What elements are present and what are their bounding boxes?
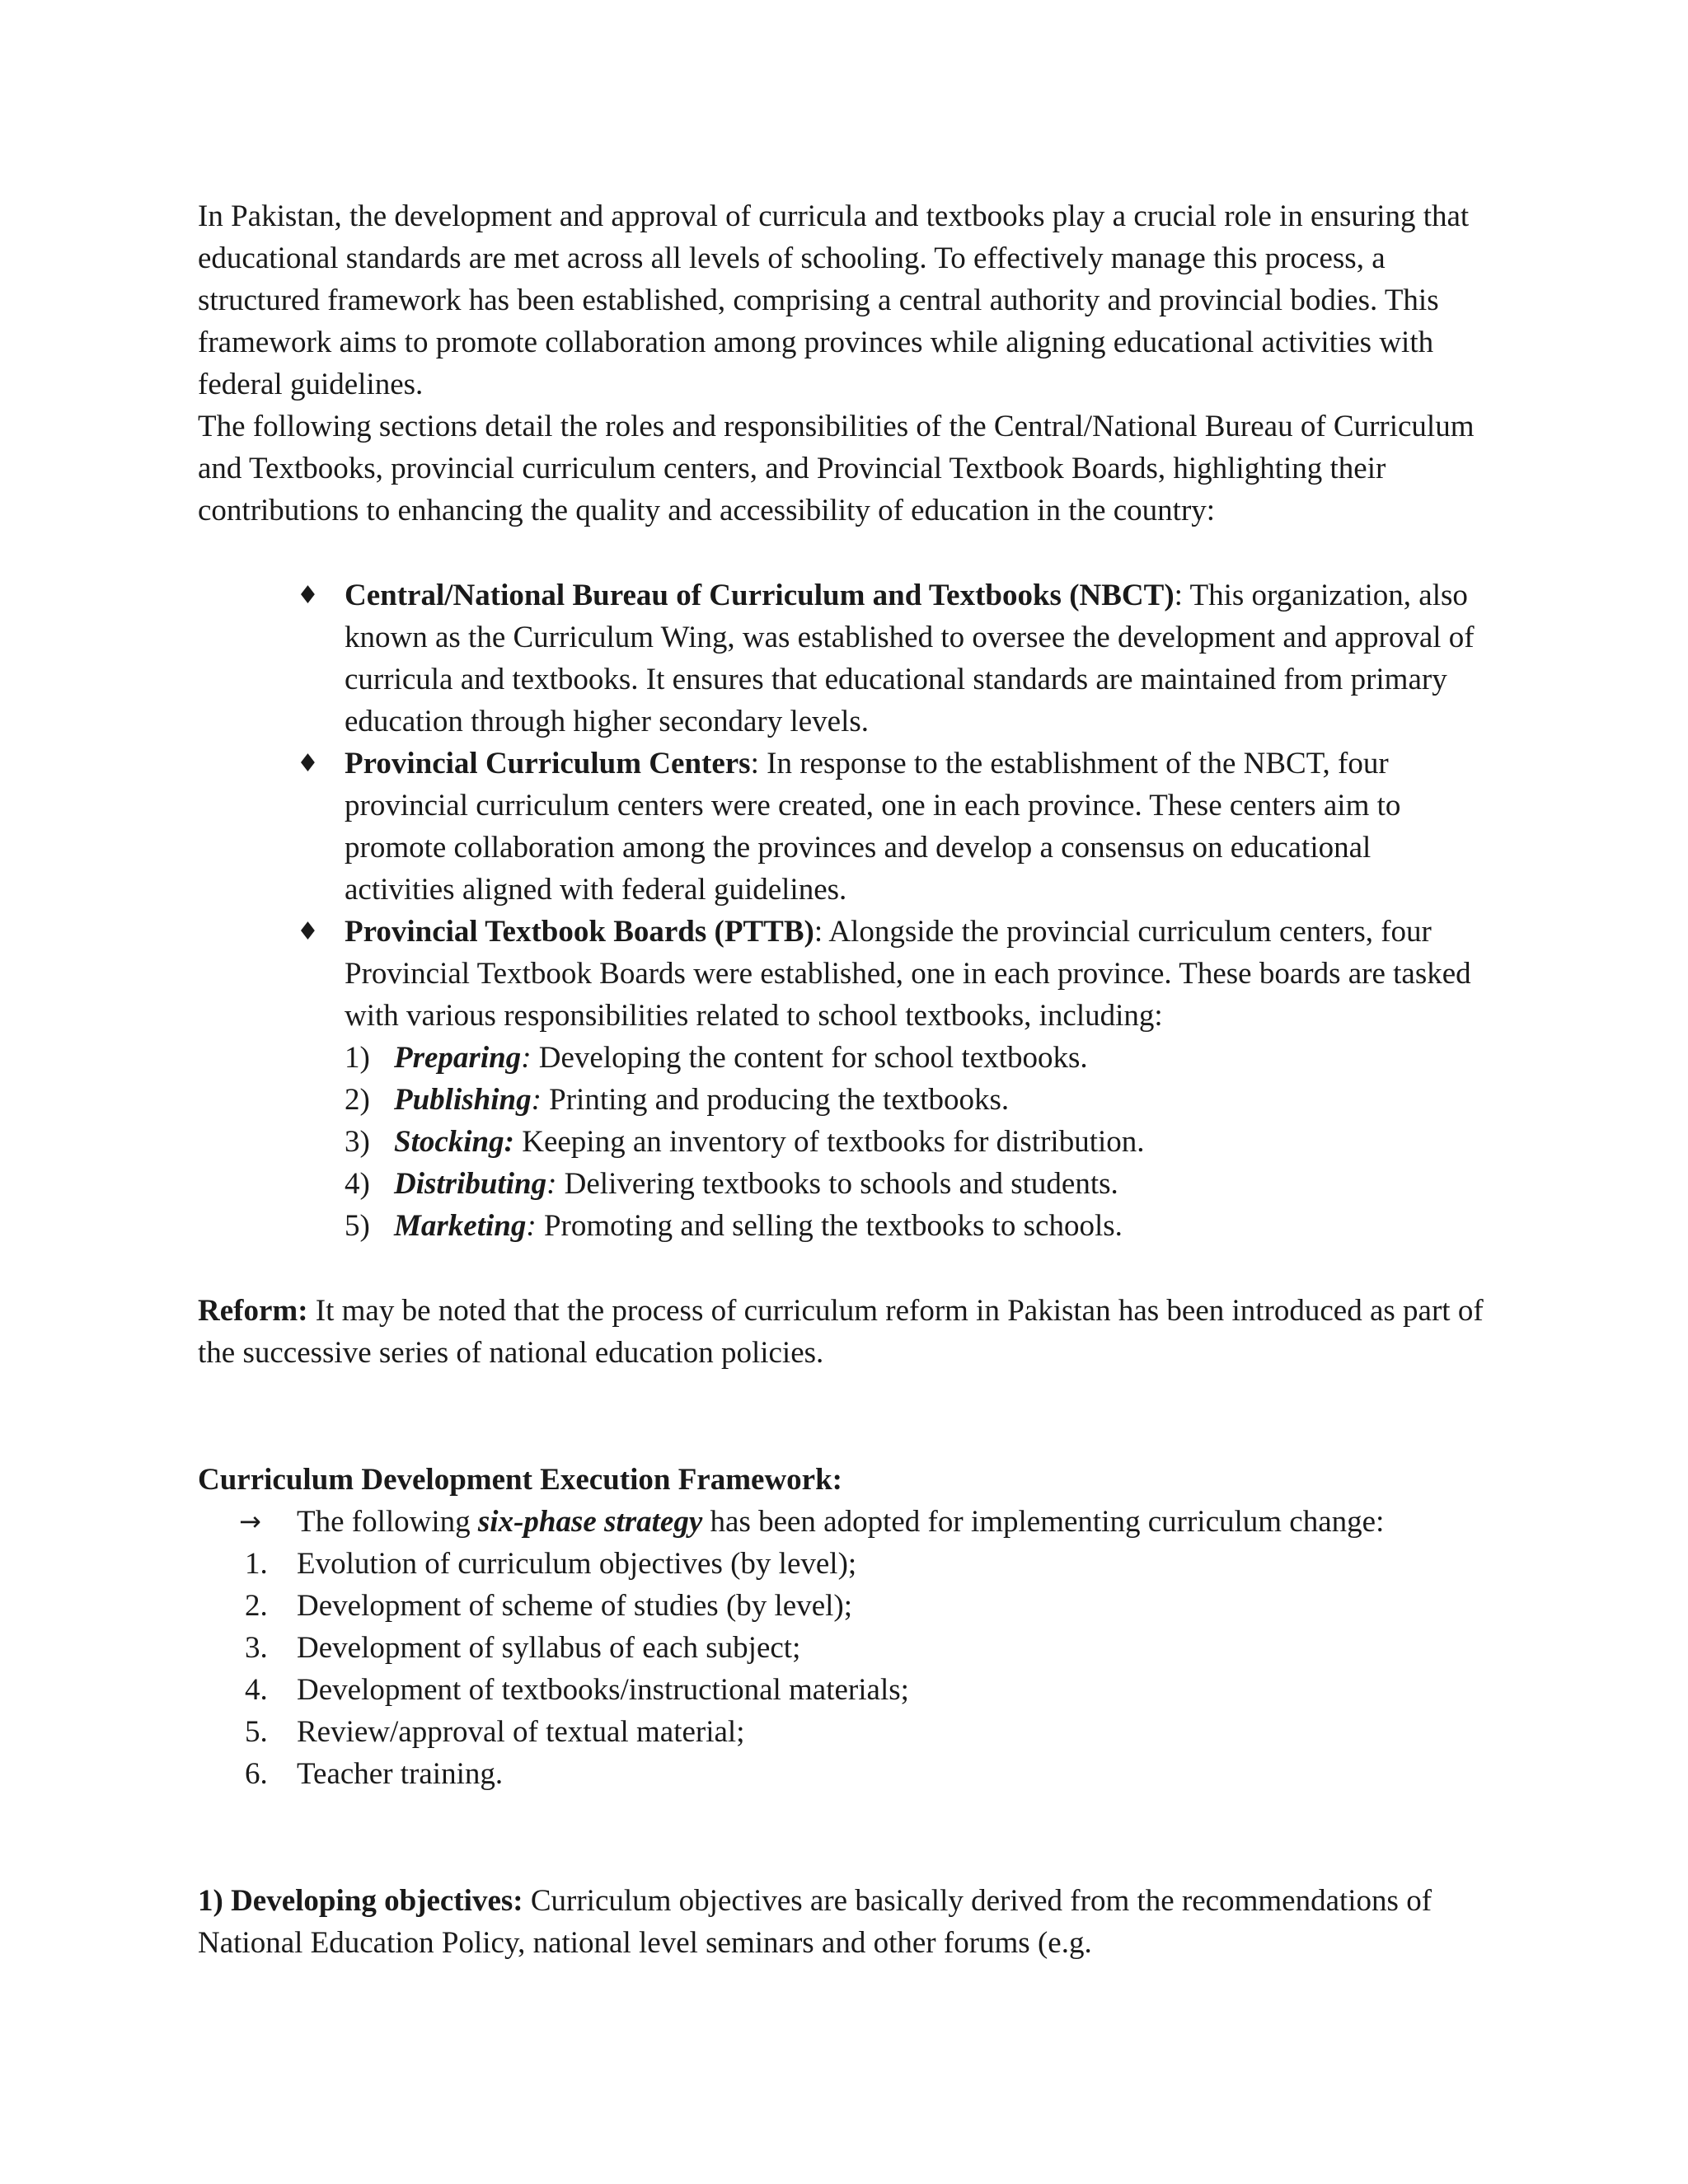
phase-number: 4.: [245, 1673, 268, 1707]
phase-text: Development of scheme of studies (by level);: [297, 1589, 853, 1623]
objectives-paragraph: [198, 1880, 1484, 1964]
task-separator: :: [526, 1209, 537, 1243]
task-item: [345, 1037, 1484, 1079]
objectives-text: Curriculum objectives are basically derived from the recommendations of National Education Policy, national level seminars and other forums (e.g.: [198, 1884, 1432, 1960]
phase-number: 2.: [245, 1589, 268, 1623]
phase-text: Development of syllabus of each subject;: [297, 1631, 801, 1665]
task-number: 2): [345, 1083, 370, 1117]
document-page: [198, 195, 1484, 1964]
provincial-centers-text: : In response to the establishment of the NBCT, four provincial curriculum centers were created, one in each province. These centers aim to promote collaboration among the provinces and develop a consensus on educational activities aligned with federal guidelines.: [345, 747, 1401, 907]
task-separator: :: [531, 1083, 542, 1117]
task-number: 5): [345, 1209, 370, 1243]
task-term: Marketing: [394, 1209, 527, 1243]
list-item-nbct: [198, 574, 1484, 743]
task-term: Stocking:: [394, 1125, 514, 1159]
pttb-task-list: [345, 1037, 1484, 1247]
organization-list: [198, 574, 1484, 1247]
task-number: 3): [345, 1125, 370, 1159]
nbct-text: : This organization, also known as the Curriculum Wing, was established to oversee the development and approval of curricula and textbooks. It ensures that educational standards are maintained from primary education through higher secondary levels.: [345, 579, 1475, 738]
phase-number: 6.: [245, 1757, 268, 1791]
phase-text: Teacher training.: [297, 1757, 504, 1791]
framework-intro-before: The following: [297, 1505, 478, 1539]
task-desc: Printing and producing the textbooks.: [541, 1083, 1010, 1117]
task-desc: Developing the content for school textbooks.: [531, 1041, 1088, 1075]
phase-item: [198, 1753, 1484, 1795]
reform-paragraph: [198, 1290, 1484, 1374]
reform-text: It may be noted that the process of curriculum reform in Pakistan has been introduced as part of the successive series of national education policies.: [198, 1294, 1484, 1370]
task-term: Distributing: [394, 1167, 547, 1201]
framework-intro-after: has been adopted for implementing curriculum change:: [702, 1505, 1385, 1539]
phase-item: [198, 1627, 1484, 1669]
provincial-centers-title: Provincial Curriculum Centers: [345, 747, 751, 780]
list-item-pttb: [198, 911, 1484, 1247]
task-separator: :: [546, 1167, 557, 1201]
phase-item: [198, 1543, 1484, 1585]
phase-number: 1.: [245, 1547, 268, 1581]
task-item: [345, 1121, 1484, 1163]
pttb-title: Provincial Textbook Boards (PTTB): [345, 915, 814, 949]
framework-intro: [198, 1501, 1484, 1543]
pttb-text: : Alongside the provincial curriculum centers, four Provincial Textbook Boards were established, one in each province. These boards are tasked with various responsibilities related to school textbooks, including:: [345, 915, 1471, 1033]
task-separator: :: [521, 1041, 532, 1075]
task-item: [345, 1079, 1484, 1121]
phase-number: 3.: [245, 1631, 268, 1665]
objectives-label: 1) Developing objectives:: [198, 1884, 523, 1918]
list-item-provincial-centers: [198, 743, 1484, 911]
task-desc: Promoting and selling the textbooks to schools.: [536, 1209, 1123, 1243]
phase-item: [198, 1669, 1484, 1711]
phase-text: Development of textbooks/instructional materials;: [297, 1673, 909, 1707]
intro-paragraph-1: In Pakistan, the development and approval of curricula and textbooks play a crucial role in ensuring that educational standards are met across all levels of schooling. To effectively manage this process, a structured framework has been established, comprising a central authority and provincial bodies. This framework aims to promote collaboration among provinces while aligning educational activities with federal guidelines.: [198, 199, 1470, 401]
task-item: [345, 1163, 1484, 1205]
reform-label: Reform:: [198, 1294, 308, 1328]
intro-paragraph-2: The following sections detail the roles and responsibilities of the Central/National Bureau of Curriculum and Textbooks, provincial curriculum centers, and Provincial Textbook Boards, highlighting their contributions to enhancing the quality and accessibility of education in the country:: [198, 410, 1475, 527]
diamond-bullet-icon: ♦: [297, 749, 319, 778]
task-term: Preparing: [394, 1041, 522, 1075]
task-item: [345, 1205, 1484, 1247]
nbct-title: Central/National Bureau of Curriculum and Textbooks (NBCT): [345, 579, 1175, 612]
task-number: 1): [345, 1041, 370, 1075]
diamond-bullet-icon: ♦: [297, 917, 319, 946]
framework-heading: Curriculum Development Execution Framework:: [198, 1463, 843, 1497]
phase-number: 5.: [245, 1715, 268, 1749]
arrow-right-icon: →: [239, 1506, 261, 1537]
task-desc: Delivering textbooks to schools and students.: [556, 1167, 1118, 1201]
task-number: 4): [345, 1167, 370, 1201]
diamond-bullet-icon: ♦: [297, 581, 319, 610]
framework-intro-emphasis: six-phase strategy: [477, 1505, 703, 1539]
phase-text: Review/approval of textual material;: [297, 1715, 745, 1749]
phase-list: [198, 1543, 1484, 1795]
task-term: Publishing: [394, 1083, 532, 1117]
task-desc: Keeping an inventory of textbooks for distribution.: [513, 1125, 1145, 1159]
phase-item: [198, 1711, 1484, 1753]
phase-item: [198, 1585, 1484, 1627]
phase-text: Evolution of curriculum objectives (by level);: [297, 1547, 857, 1581]
